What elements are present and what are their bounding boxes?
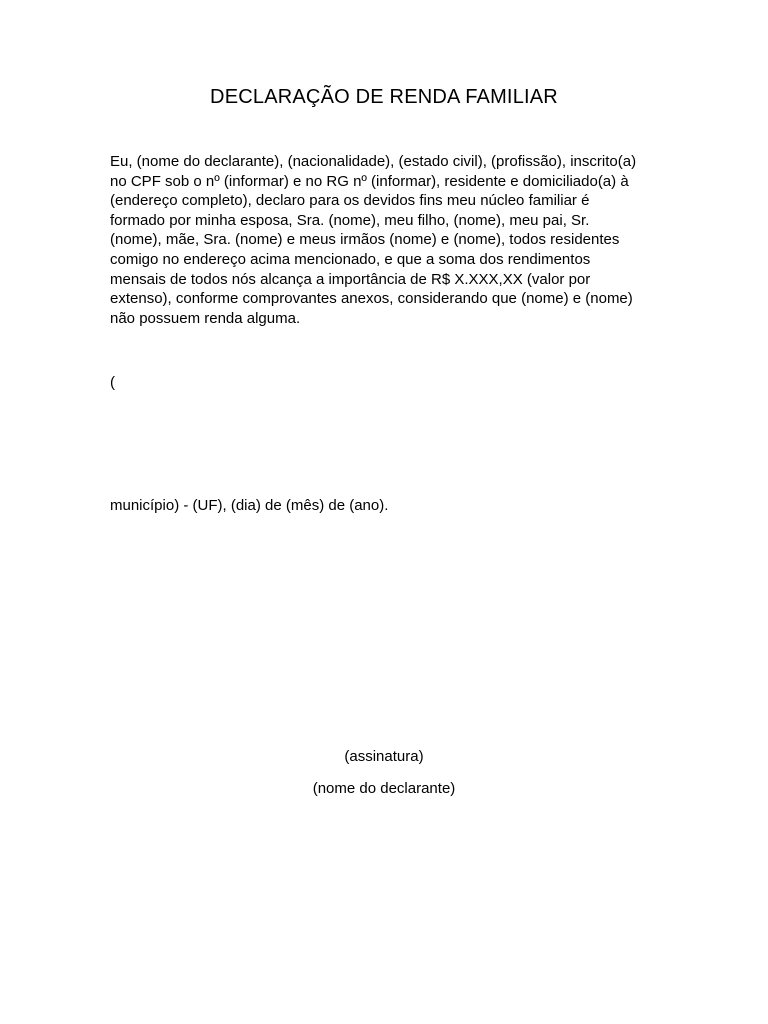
paragraph-line: (endereço completo), declaro para os devidos fins meu núcleo familiar é xyxy=(110,192,590,210)
paragraph-line: comigo no endereço acima mencionado, e que a soma dos rendimentos xyxy=(110,250,591,268)
signature-label: (assinatura) xyxy=(344,748,424,765)
declarant-name: (nome do declarante) xyxy=(312,780,456,797)
paragraph-line: Eu, (nome do declarante), (nacionalidade), (estado civil), (profissão), inscrito(a) xyxy=(110,153,637,170)
open-parenthesis: ( xyxy=(110,374,115,391)
paragraph-line: (nome), mãe, Sra. (nome) e meus irmãos (nome) e (nome), todos residentes xyxy=(110,231,620,249)
paragraph-line: no CPF sob o nº (informar) e no RG nº (informar), residente e domiciliado(a) à xyxy=(110,172,629,190)
place-and-date: município) - (UF), (dia) de (mês) de (ano). xyxy=(110,497,389,514)
paragraph-line: formado por minha esposa, Sra. (nome), meu filho, (nome), meu pai, Sr. xyxy=(110,211,590,229)
paragraph-line: mensais de todos nós alcança a importância de R$ X.XXX,XX (valor por xyxy=(110,270,591,288)
document-title: DECLARAÇÃO DE RENDA FAMILIAR xyxy=(210,86,558,108)
paragraph-line: extenso), conforme comprovantes anexos, considerando que (nome) e (nome) xyxy=(110,290,633,308)
declaration-paragraph xyxy=(110,152,670,328)
paragraph-line: não possuem renda alguma. xyxy=(110,309,301,327)
